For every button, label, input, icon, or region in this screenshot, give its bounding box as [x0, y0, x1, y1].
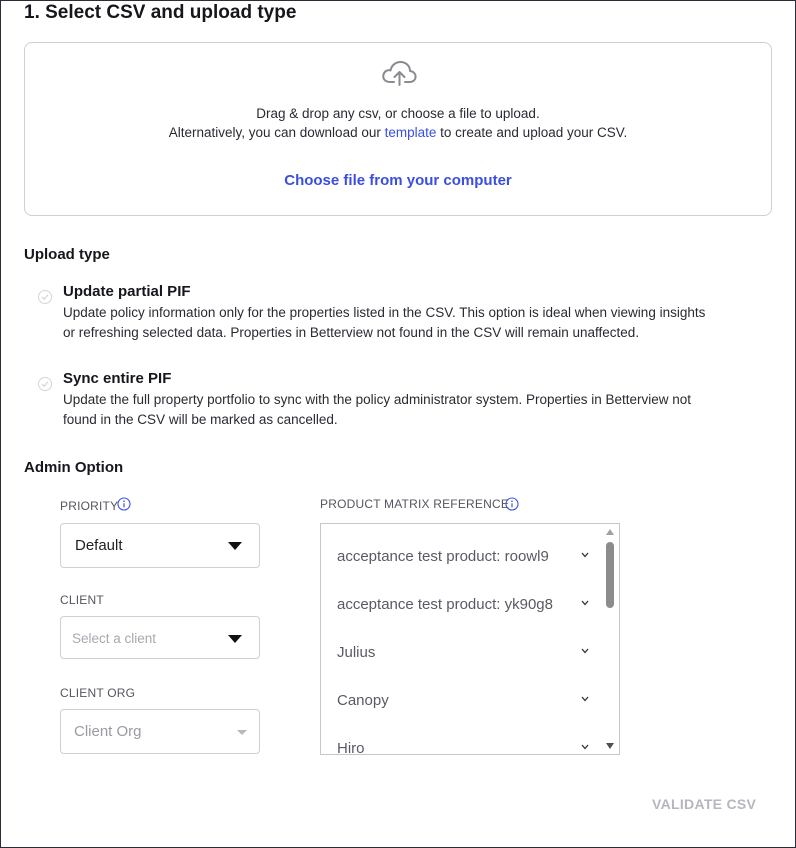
client-org-placeholder: Client Org — [74, 723, 142, 740]
dropdown-arrow-icon — [228, 542, 242, 550]
chevron-down-icon — [581, 600, 589, 606]
chevron-down-icon — [581, 552, 589, 558]
option-title-update-partial-pif: Update partial PIF — [63, 283, 191, 300]
client-select[interactable] — [60, 616, 260, 659]
chevron-down-icon — [581, 648, 589, 654]
choose-file-button[interactable]: Choose file from your computer — [284, 172, 512, 189]
option-desc-line: found in the CSV will be marked as cancelled. — [63, 412, 338, 427]
list-item[interactable] — [337, 594, 589, 618]
option-desc-sync-entire-pif — [63, 390, 743, 430]
product-matrix-label: PRODUCT MATRIX REFERENCE — [320, 497, 510, 511]
page-title: 1. Select CSV and upload type — [24, 2, 297, 23]
list-item[interactable] — [337, 738, 589, 755]
client-org-select[interactable] — [60, 709, 260, 754]
scroll-up-arrow-icon[interactable] — [606, 529, 614, 535]
list-item-label: Hiro — [337, 740, 365, 755]
option-desc-update-partial-pif — [63, 303, 743, 343]
check-icon — [41, 293, 49, 301]
info-icon[interactable] — [505, 497, 519, 511]
admin-option-heading: Admin Option — [24, 459, 124, 476]
template-link[interactable]: template — [384, 125, 437, 140]
priority-value: Default — [75, 537, 123, 554]
product-matrix-listbox[interactable] — [320, 523, 620, 755]
info-icon[interactable] — [117, 497, 131, 511]
client-placeholder: Select a client — [72, 631, 157, 646]
check-icon — [41, 380, 49, 388]
option-title-sync-entire-pif: Sync entire PIF — [63, 370, 172, 387]
scrollbar-thumb[interactable] — [606, 542, 614, 608]
list-item-label: acceptance test product: yk90g8 — [337, 596, 553, 613]
template-text-after: to create and upload your CSV. — [436, 125, 628, 140]
dropdown-arrow-icon — [237, 730, 247, 735]
client-label: CLIENT — [60, 593, 104, 607]
upload-type-heading: Upload type — [24, 246, 110, 263]
option-desc-line: Update the full property portfolio to sync with the policy administrator system. Properties in Betterview not — [63, 392, 692, 407]
list-item-label: Canopy — [337, 692, 389, 709]
listbox-scrollbar[interactable] — [603, 526, 617, 752]
list-item-label: acceptance test product: roowl9 — [337, 548, 549, 565]
radio-update-partial-pif[interactable] — [38, 290, 52, 304]
list-item[interactable] — [337, 690, 589, 714]
list-item[interactable] — [337, 642, 589, 666]
chevron-down-icon — [581, 744, 589, 750]
priority-select[interactable] — [60, 523, 260, 568]
option-desc-line: Update policy information only for the properties listed in the CSV. This option is ideal when viewing insights — [63, 305, 706, 320]
dropzone-instructions: Drag & drop any csv, or choose a file to upload. — [256, 106, 540, 121]
chevron-down-icon — [581, 696, 589, 702]
cloud-upload-icon — [381, 59, 417, 87]
scroll-down-arrow-icon[interactable] — [606, 743, 614, 749]
template-text-before: Alternatively, you can download our — [168, 125, 385, 140]
dropzone-template-line — [25, 125, 771, 140]
dropdown-arrow-icon — [228, 635, 242, 643]
priority-label: PRIORITY — [60, 499, 119, 513]
client-org-label: CLIENT ORG — [60, 686, 136, 700]
radio-sync-entire-pif[interactable] — [38, 377, 52, 391]
validate-csv-button[interactable]: VALIDATE CSV — [652, 796, 757, 812]
option-desc-line: or refreshing selected data. Properties in Betterview not found in the CSV will remain unaffected. — [63, 325, 640, 340]
list-item-label: Julius — [337, 644, 376, 661]
csv-dropzone[interactable] — [24, 42, 772, 216]
list-item[interactable] — [337, 546, 589, 570]
